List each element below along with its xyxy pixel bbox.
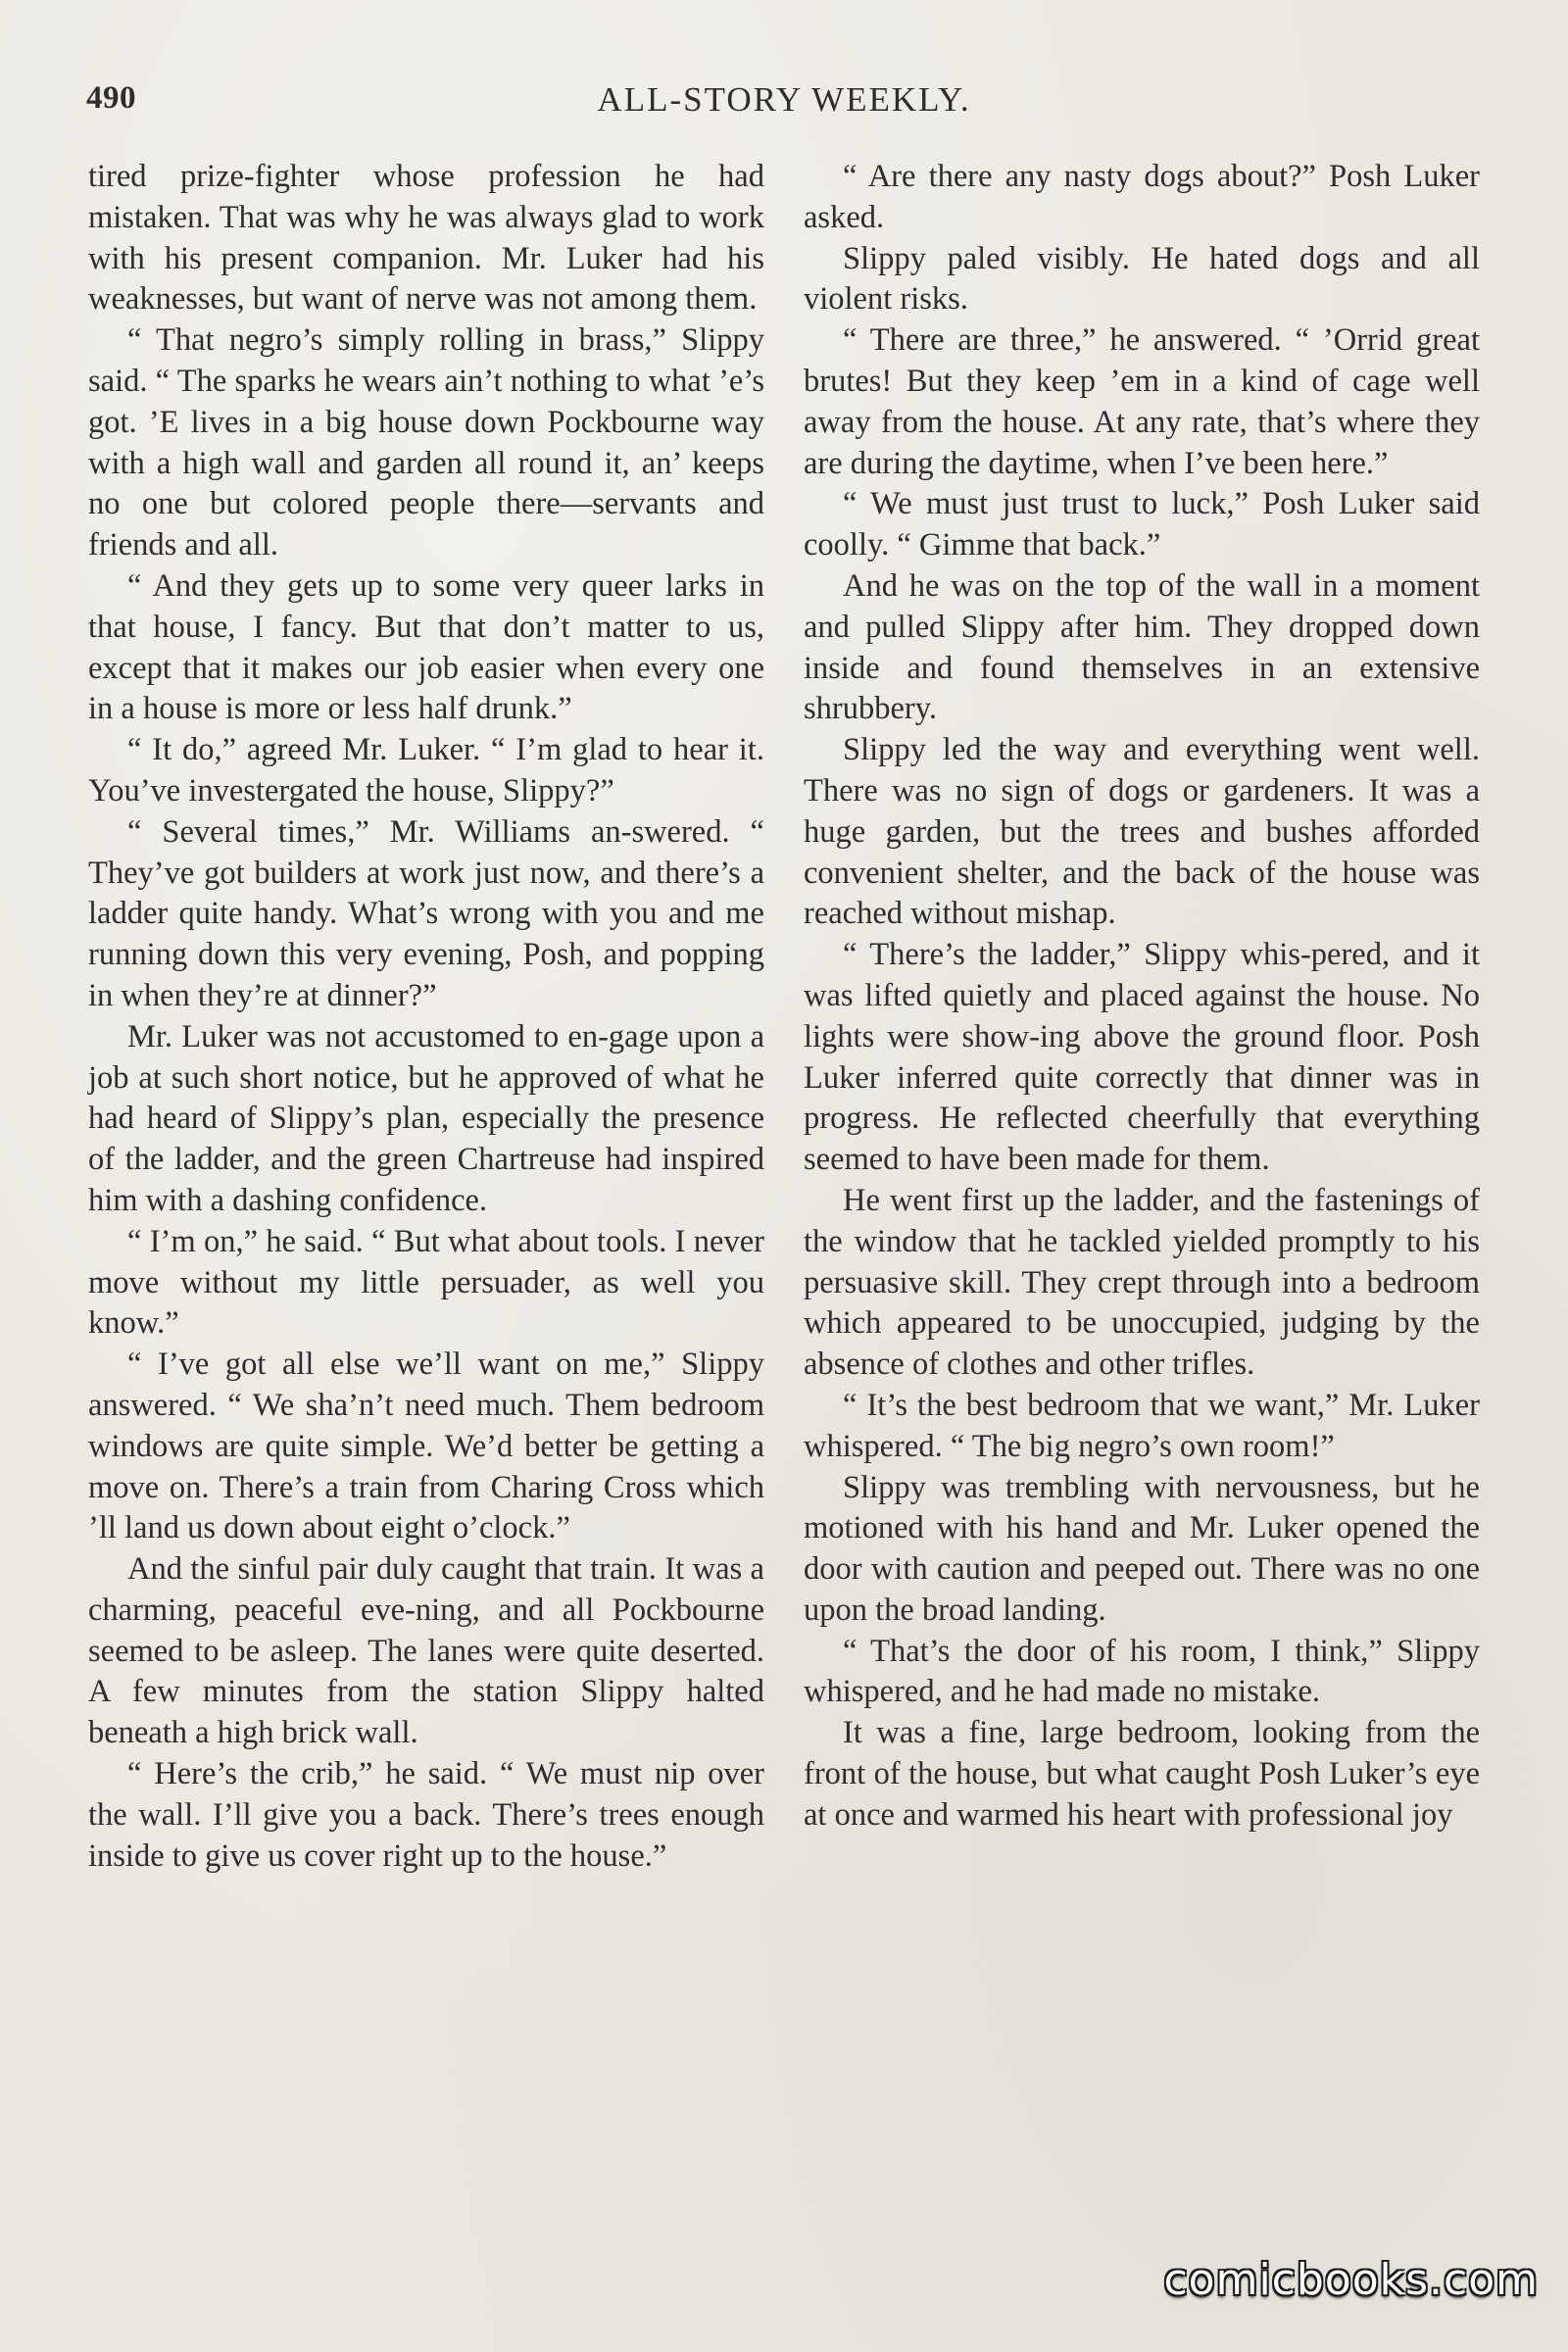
- paragraph: “ I’m on,” he said. “ But what about tools. I never move without my little persuader, as well you know.”: [88, 1223, 764, 1342]
- paragraph: Slippy paled visibly. He hated dogs and all violent risks.: [804, 240, 1480, 318]
- paragraph: “ Several times,” Mr. Williams an-swered. “ They’ve got builders at work just now, and there’s a ladder quite handy. What’s wrong with you and me running down this very evening, Posh, and popping in when they’re at dinner?”: [88, 813, 764, 1013]
- paragraph: It was a fine, large bedroom, looking from the front of the house, but what caught Posh Luker’s eye at once and warmed his heart with professional joy: [804, 1715, 1480, 1833]
- page-header: [86, 80, 1482, 129]
- paragraph: “ That negro’s simply rolling in brass,” Slippy said. “ The sparks he wears ain’t nothing to what ’e’s got. ’E lives in a big house down Pockbourne way with a high wall and garden all round it, an’ keeps no one but colored people there—servants and friends and all.: [88, 322, 764, 564]
- right-text-column: [804, 157, 1480, 1837]
- paragraph: “ Are there any nasty dogs about?” Posh Luker asked.: [804, 159, 1480, 235]
- watermark: comicbooks.com: [1163, 2255, 1539, 2305]
- paragraph: He went first up the ladder, and the fastenings of the window that he tackled yielded promptly to his persuasive skill. They crept through into a bedroom which appeared to be unoccupied, judging by the absence of clothes and other trifles.: [804, 1182, 1480, 1383]
- paragraph: “ We must just trust to luck,” Posh Luker said coolly. “ Gimme that back.”: [804, 486, 1480, 564]
- page-number: 490: [86, 80, 136, 116]
- paragraph: And the sinful pair duly caught that train. It was a charming, peaceful eve-ning, and all Pockbourne seemed to be asleep. The lanes were quite deserted. A few minutes from the station Slippy halted beneath a high brick wall.: [88, 1551, 764, 1751]
- left-text-column: [88, 157, 764, 1877]
- paragraph: “ I’ve got all else we’ll want on me,” Slippy answered. “ We sha’n’t need much. Them bedroom windows are quite simple. We’d better be getting a move on. There’s a train from Charing Cross which ’ll land us down about eight o’clock.”: [88, 1347, 764, 1546]
- paragraph: “ And they gets up to some very queer larks in that house, I fancy. But that don’t matter to us, except that it makes our job easier when every one in a house is more or less half drunk.”: [88, 567, 764, 727]
- paragraph: “ It’s the best bedroom that we want,” Mr. Luker whispered. “ The big negro’s own room!”: [804, 1387, 1480, 1464]
- paragraph: “ Here’s the crib,” he said. “ We must nip over the wall. I’ll give you a back. There’s trees enough inside to give us cover right up to the house.”: [88, 1756, 764, 1874]
- paragraph: “ That’s the door of his room, I think,” Slippy whispered, and he had made no mistake.: [804, 1633, 1480, 1710]
- paragraph: And he was on the top of the wall in a moment and pulled Slippy after him. They dropped down inside and found themselves in an extensive shrubbery.: [804, 567, 1480, 727]
- paragraph: tired prize-fighter whose profession he had mistaken. That was why he was always glad to work with his present companion. Mr. Luker had his weaknesses, but want of nerve was not among them.: [88, 159, 764, 318]
- paragraph: Slippy was trembling with nervousness, but he motioned with his hand and Mr. Luker opened the door with caution and peeped out. There was no one upon the broad landing.: [804, 1469, 1480, 1628]
- paragraph: Slippy led the way and everything went well. There was no sign of dogs or gardeners. It was a huge garden, but the trees and bushes afforded convenient shelter, and the back of the house was reached without mishap.: [804, 732, 1480, 932]
- paragraph: “ There’s the ladder,” Slippy whis-pered, and it was lifted quietly and placed against the house. No lights were show-ing above the ground floor. Posh Luker inferred quite correctly that dinner was in progress. He reflected cheerfully that everything seemed to have been made for them.: [804, 937, 1480, 1178]
- running-title: ALL-STORY WEEKLY.: [597, 80, 971, 119]
- paragraph: “ There are three,” he answered. “ ’Orrid great brutes! But they keep ’em in a kind of cage well away from the house. At any rate, that’s where they are during the daytime, when I’ve been here.”: [804, 322, 1480, 481]
- paragraph: Mr. Luker was not accustomed to en-gage upon a job at such short notice, but he approved of what he had heard of Slippy’s plan, especially the presence of the ladder, and the green Chartreuse had inspired him with a dashing confidence.: [88, 1018, 764, 1218]
- paragraph: “ It do,” agreed Mr. Luker. “ I’m glad to hear it. You’ve investergated the house, Slippy?”: [88, 732, 764, 808]
